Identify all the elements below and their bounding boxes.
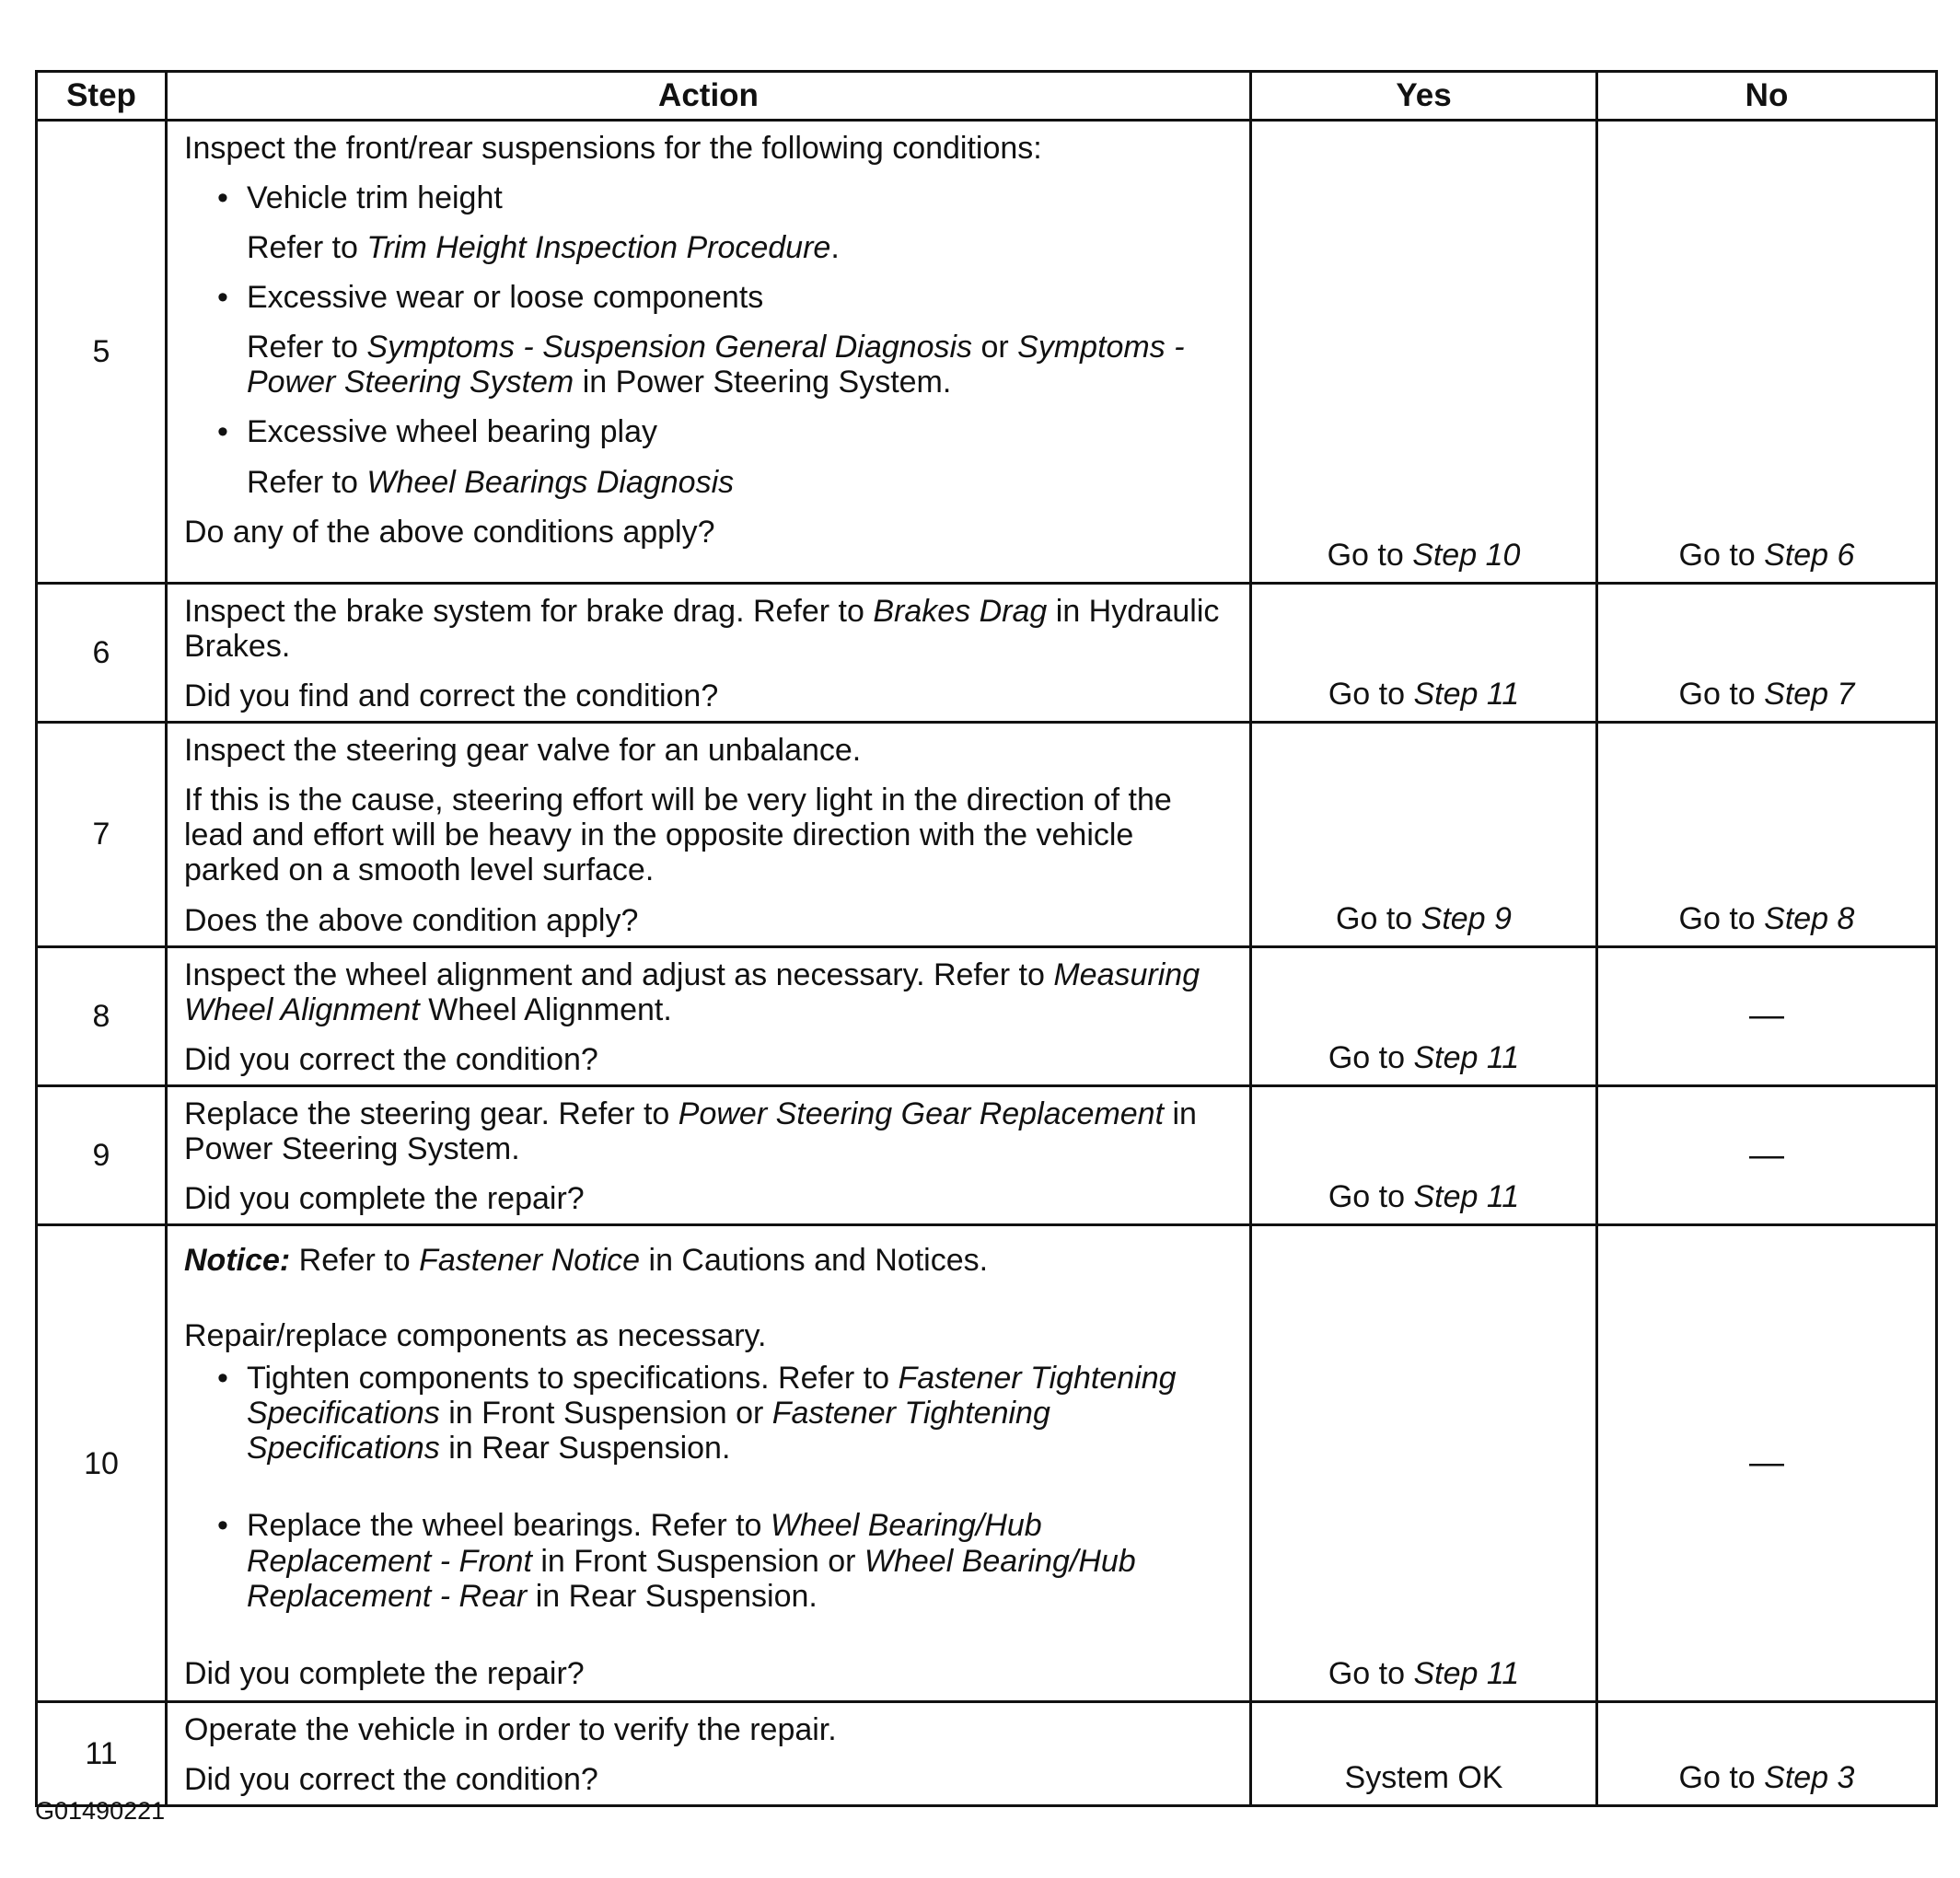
header-action: Action: [167, 72, 1251, 121]
no-cell: —: [1597, 1085, 1937, 1224]
step-link[interactable]: Step 11: [1413, 1656, 1520, 1692]
reference-line: Refer to Symptoms - Suspension General Diagnosis or Symptoms - Power Steering System in Power Steering System.: [247, 330, 1185, 400]
bullet-item: • Replace the wheel bearings. Refer to Wheel Bearing/Hub Replacement - Front in Front Suspension or Wheel Bearing/Hub Replacement - Rear in Rear Suspension.: [184, 1508, 1233, 1613]
step-link[interactable]: Step 9: [1421, 900, 1512, 936]
diagnostic-table: [35, 70, 1938, 1807]
action-text: Operate the vehicle in order to verify the repair.: [184, 1712, 837, 1748]
step-link[interactable]: Step 6: [1764, 537, 1855, 573]
yes-cell: Go to Step 11: [1251, 946, 1597, 1085]
yes-cell: Go to Step 11: [1251, 1085, 1597, 1224]
step-number: 5: [37, 121, 167, 584]
reference-link[interactable]: Symptoms - Suspension General Diagnosis: [366, 330, 973, 365]
step-link[interactable]: Step 11: [1413, 1039, 1520, 1075]
action-question: Did you find and correct the condition?: [184, 678, 719, 714]
no-cell: Go to Step 3: [1597, 1702, 1937, 1806]
header-yes: Yes: [1251, 72, 1597, 121]
table-row-step-11: [37, 1702, 1937, 1806]
yes-cell: Go to Step 9: [1251, 723, 1597, 946]
reference-link[interactable]: Fastener Tightening Specifications: [247, 1361, 1177, 1432]
action-cell: [167, 584, 1251, 723]
reference-link[interactable]: Trim Height Inspection Procedure: [366, 230, 831, 266]
reference-link[interactable]: Wheel Bearing/Hub Replacement - Rear: [247, 1543, 1136, 1614]
table-row-step-7: [37, 723, 1937, 946]
bullet-item: • Excessive wheel bearing play: [184, 414, 1233, 449]
no-cell: —: [1597, 1225, 1937, 1702]
table-row-step-5: [37, 121, 1937, 584]
action-cell: [167, 723, 1251, 946]
table-row-step-10: [37, 1225, 1937, 1702]
reference-link[interactable]: Fastener Tightening Specifications: [247, 1396, 1050, 1466]
step-link[interactable]: Step 10: [1412, 537, 1521, 573]
reference-link[interactable]: Brakes Drag: [873, 594, 1048, 629]
action-cell: [167, 1702, 1251, 1806]
yes-cell: System OK: [1251, 1702, 1597, 1806]
step-link[interactable]: Step 3: [1764, 1760, 1855, 1796]
reference-link[interactable]: Symptoms - Power Steering System: [247, 330, 1185, 400]
action-question: Did you correct the condition?: [184, 1041, 598, 1077]
step-number: 9: [37, 1085, 167, 1224]
action-question: Did you complete the repair?: [184, 1655, 585, 1691]
step-link[interactable]: Step 7: [1764, 677, 1855, 713]
reference-link[interactable]: Fastener Notice: [419, 1243, 641, 1279]
action-text: Inspect the steering gear valve for an unbalance.: [184, 733, 862, 769]
action-cell: [167, 946, 1251, 1085]
action-text: If this is the cause, steering effort will be very light in the direction of the lead and effort will be heavy in the opposite direction with the vehicle parked on a smooth level surface.: [184, 782, 1172, 888]
action-intro: Inspect the front/rear suspensions for the following conditions:: [184, 131, 1042, 166]
no-cell: Go to Step 7: [1597, 584, 1937, 723]
figure-id: G01490221: [35, 1797, 166, 1825]
notice-label: Notice:: [184, 1243, 291, 1279]
step-number: 11: [37, 1702, 167, 1806]
action-question: Did you complete the repair?: [184, 1181, 585, 1217]
yes-cell: Go to Step 10: [1251, 121, 1597, 584]
action-cell: [167, 121, 1251, 584]
no-cell: Go to Step 8: [1597, 723, 1937, 946]
reference-link[interactable]: Measuring Wheel Alignment: [184, 956, 1200, 1027]
action-question: Do any of the above conditions apply?: [184, 514, 715, 550]
yes-cell: Go to Step 11: [1251, 1225, 1597, 1702]
table-row-step-6: [37, 584, 1937, 723]
bullet-item: • Excessive wear or loose components: [184, 280, 1233, 315]
action-cell: [167, 1225, 1251, 1702]
action-text: Inspect the wheel alignment and adjust as necessary. Refer to Measuring Wheel Alignment Wheel Alignment.: [184, 956, 1200, 1027]
table-row-step-8: [37, 946, 1937, 1085]
bullet-item: • Vehicle trim height: [184, 180, 1233, 215]
reference-link[interactable]: Wheel Bearings Diagnosis: [366, 464, 735, 500]
step-number: 8: [37, 946, 167, 1085]
yes-cell: Go to Step 11: [1251, 584, 1597, 723]
step-number: 10: [37, 1225, 167, 1702]
action-text: Replace the steering gear. Refer to Power Steering Gear Replacement in Power Steering System.: [184, 1096, 1197, 1166]
no-cell: —: [1597, 946, 1937, 1085]
reference-link[interactable]: Wheel Bearing/Hub Replacement - Front: [247, 1508, 1042, 1579]
step-number: 7: [37, 723, 167, 946]
action-text: Inspect the brake system for brake drag. Refer to Brakes Drag in Hydraulic Brakes.: [184, 594, 1220, 665]
reference-link[interactable]: Power Steering Gear Replacement: [678, 1096, 1165, 1131]
table-row-step-9: [37, 1085, 1937, 1224]
step-link[interactable]: Step 11: [1413, 1179, 1520, 1215]
reference-line: Refer to Trim Height Inspection Procedure.: [247, 230, 840, 266]
action-question: Does the above condition apply?: [184, 902, 639, 938]
no-cell: Go to Step 6: [1597, 121, 1937, 584]
step-number: 6: [37, 584, 167, 723]
step-link[interactable]: Step 8: [1764, 900, 1855, 936]
bullet-item: • Tighten components to specifications. Refer to Fastener Tightening Specifications in Front Suspension or Fastener Tightening Specifications in Rear Suspension.: [184, 1361, 1233, 1466]
action-text: Repair/replace components as necessary.: [184, 1318, 767, 1354]
header-row: [37, 72, 1937, 121]
action-question: Did you correct the condition?: [184, 1762, 598, 1798]
notice-line: Notice: Refer to Fastener Notice in Cautions and Notices.: [184, 1243, 989, 1279]
header-step: Step: [37, 72, 167, 121]
reference-line: Refer to Wheel Bearings Diagnosis: [247, 464, 735, 500]
header-no: No: [1597, 72, 1937, 121]
action-cell: [167, 1085, 1251, 1224]
step-link[interactable]: Step 11: [1413, 677, 1520, 713]
